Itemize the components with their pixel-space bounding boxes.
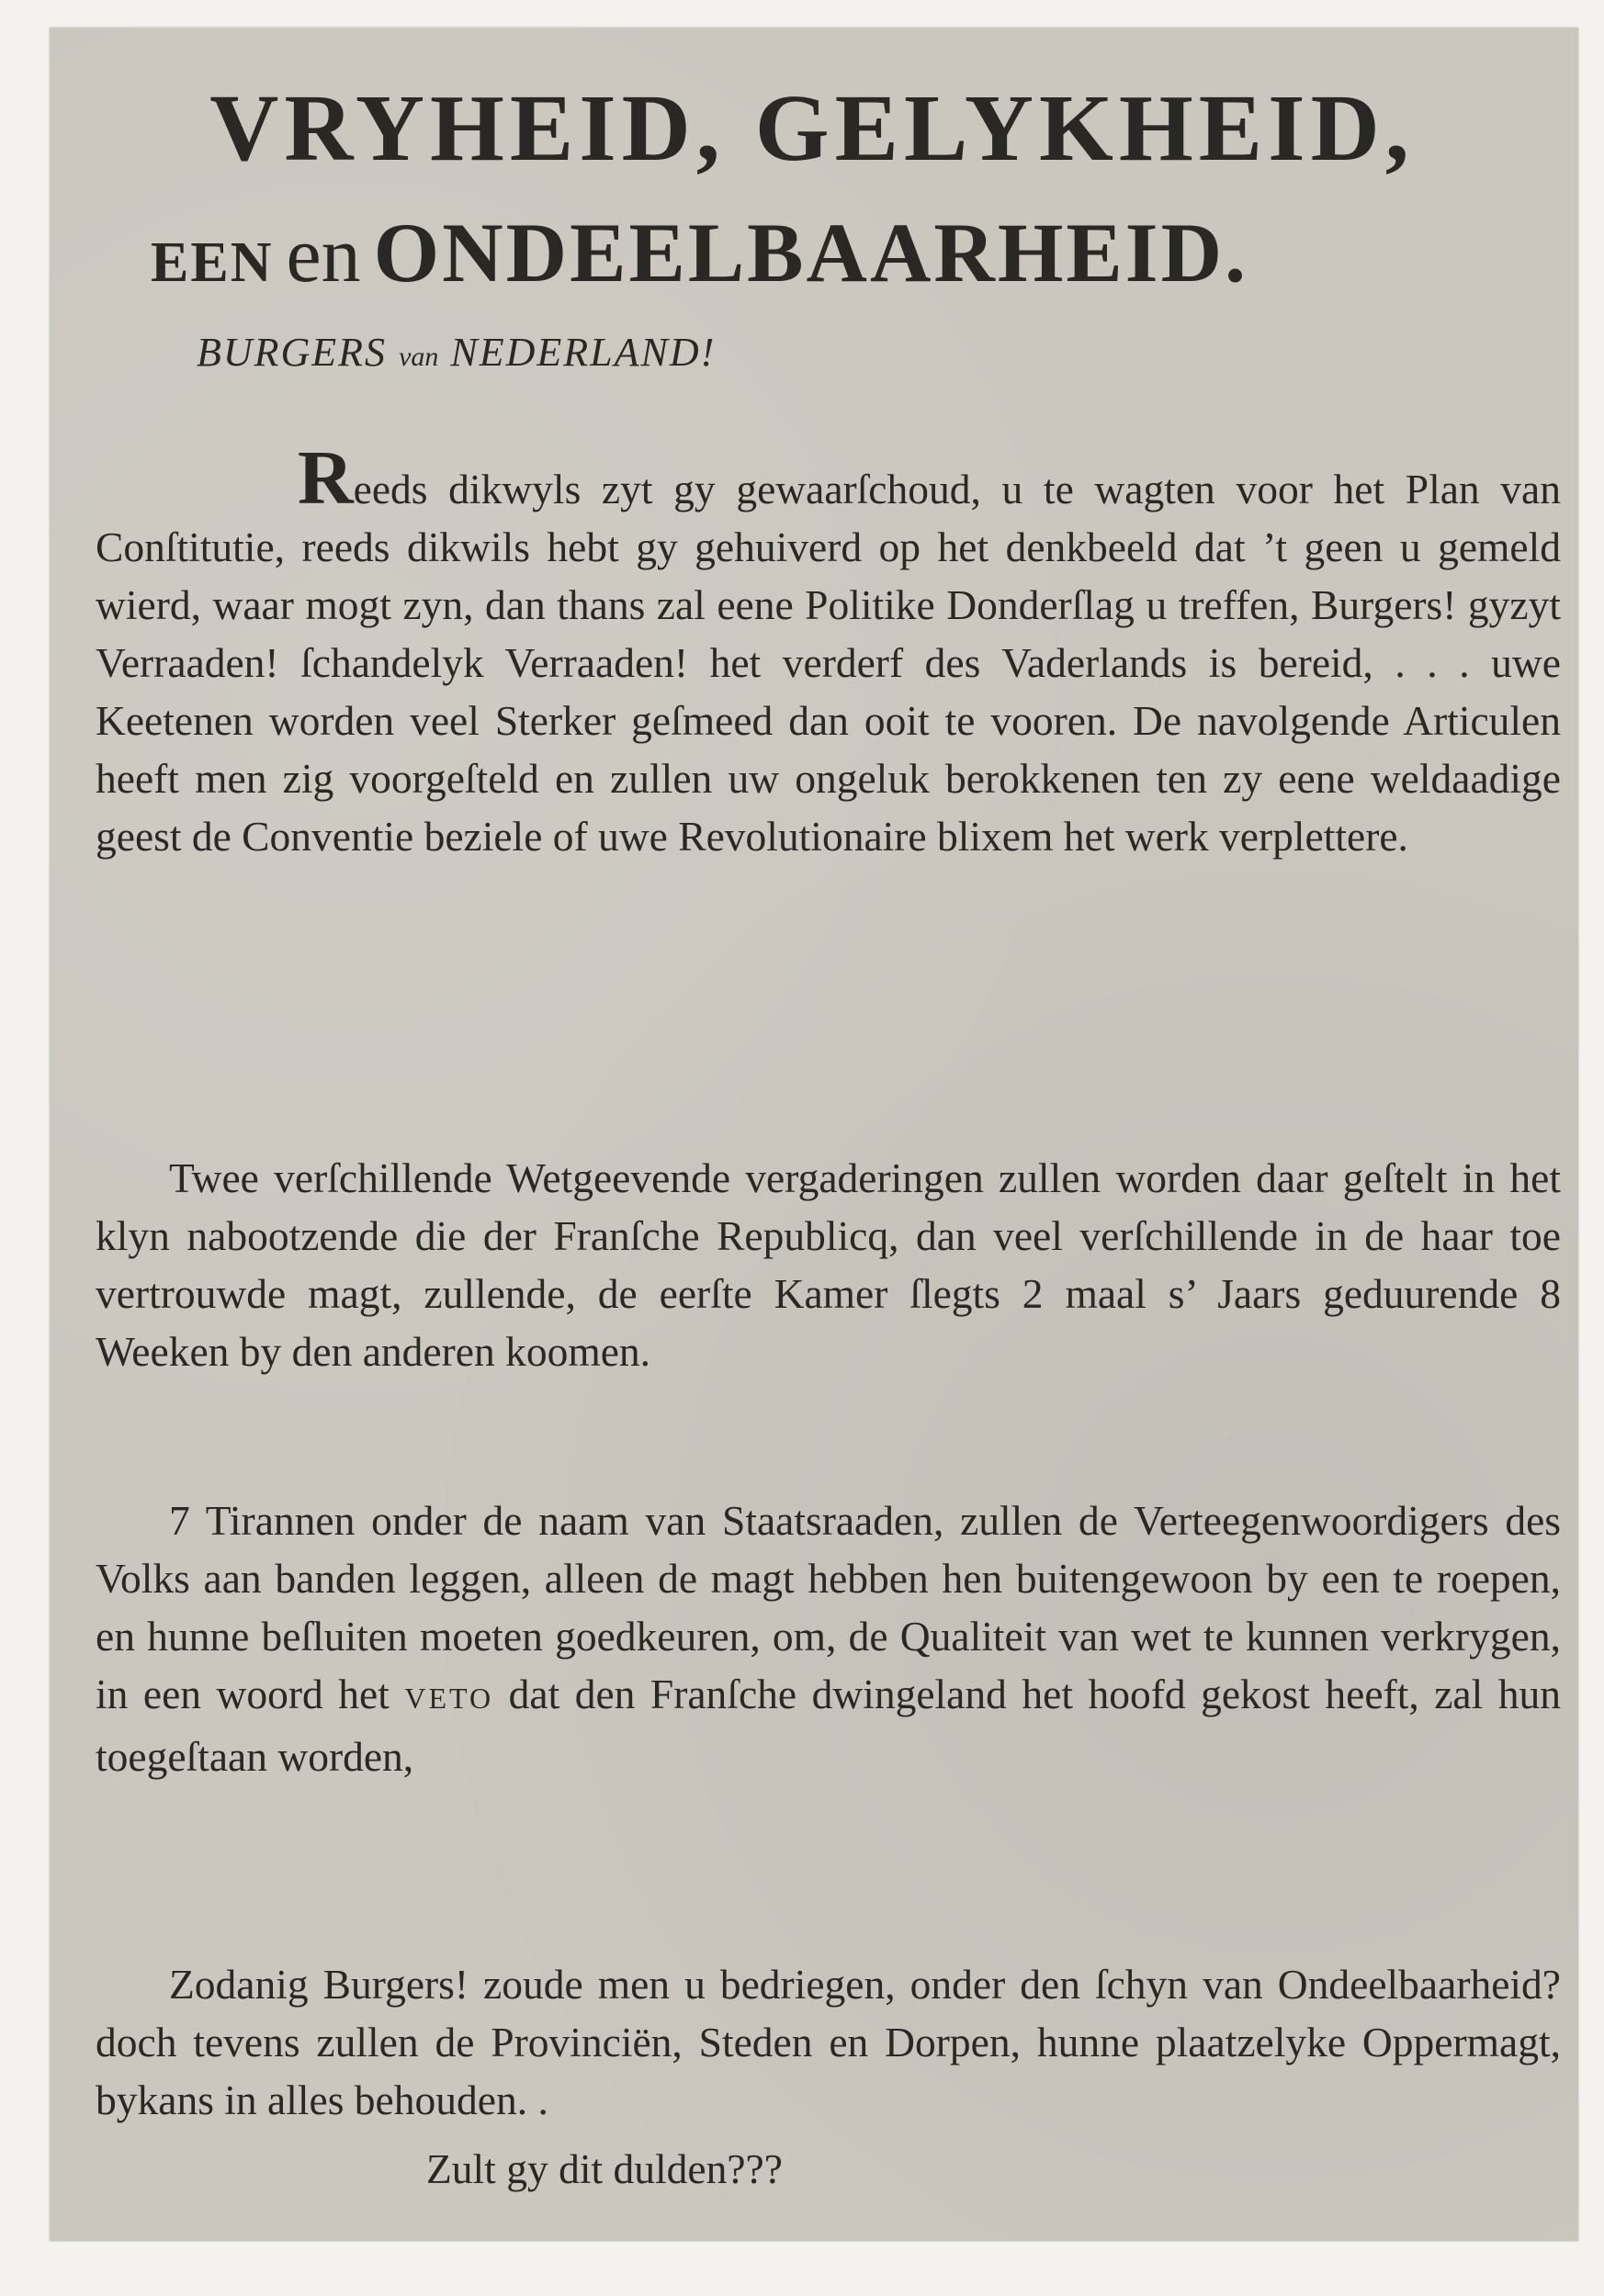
- paragraph-3-text-after: dat den Franſche dwingeland het hoofd gekost heeft, zal hun toegeſtaan worden,: [96, 1670, 1561, 1780]
- headline-ondeelbaarheid: ONDEELBAARHEID.: [373, 206, 1249, 299]
- headline-en: en: [286, 210, 361, 298]
- salutation-nederland: NEDERLAND!: [450, 330, 717, 375]
- broadsheet-page: [50, 28, 1578, 2241]
- closing-question: Zult gy dit dulden???: [426, 2145, 783, 2192]
- salutation-burgers: BURGERS: [197, 330, 388, 375]
- paragraph-3: [96, 1491, 1561, 1785]
- headline-line-1: VRYHEID, GELYKHEID,: [209, 75, 1415, 181]
- paragraph-4: Zodanig Burgers! zoude men u bedriegen, onder den ſchyn van Ondeelbaarheid? doch tevens zullen de Provinciën, Steden en Dorpen, hunne plaatzelyke Oppermagt, bykans in alles behouden. .: [96, 1960, 1561, 2123]
- paragraph-2: Twee verſchillende Wetgeevende vergaderingen zullen worden daar geſtelt in het klyn nabootzende die der Franſche Republicq, dan veel verſchillende in de haar toe vertrouwde magt, zullende, de eerſte Kamer ſlegts 2 maal s’ Jaars geduurende 8 Weeken by den anderen koomen.: [96, 1154, 1561, 1375]
- headline-een: EEN: [151, 231, 274, 294]
- headline-line-2: [151, 197, 1483, 332]
- drop-cap: R: [298, 434, 354, 521]
- paragraph-1: [96, 434, 1561, 865]
- paragraph-1-text: eeds dikwyls zyt gy gewaarſchoud, u te wagten voor het Plan van Conſtitutie, reeds dikwils hebt gy gehuiverd op het denkbeeld dat ’t geen u gemeld wierd, waar mogt zyn, dan thans zal eene Politike Donderſlag u treffen, Burgers! gyzyt Verraaden! ſchandelyk Verraaden! het verderf des Vaderlands is bereid, . . . uwe Keetenen worden veel Sterker geſmeed dan ooit te vooren. De navolgende Articulen heeft men zig voorgeſteld en zullen uw ongeluk berokkenen ten zy eene weldaadige geest de Conventie beziele of uwe Revolutionaire blixem het werk verplettere.: [96, 465, 1561, 860]
- salutation: [197, 329, 716, 376]
- veto-word: VETO: [404, 1681, 494, 1715]
- paragraph-3-text-before: 7 Tirannen onder de naam van Staatsraaden, zullen de Verteegenwoordigers des Volks aan banden leggen, alleen de magt hebben hen buitengewoon by een te roepen, en hunne beſluiten moeten goedkeuren, om, de Qualiteit van wet te kunnen verkrygen, in een woord het: [96, 1496, 1561, 1717]
- salutation-van: van: [399, 342, 439, 372]
